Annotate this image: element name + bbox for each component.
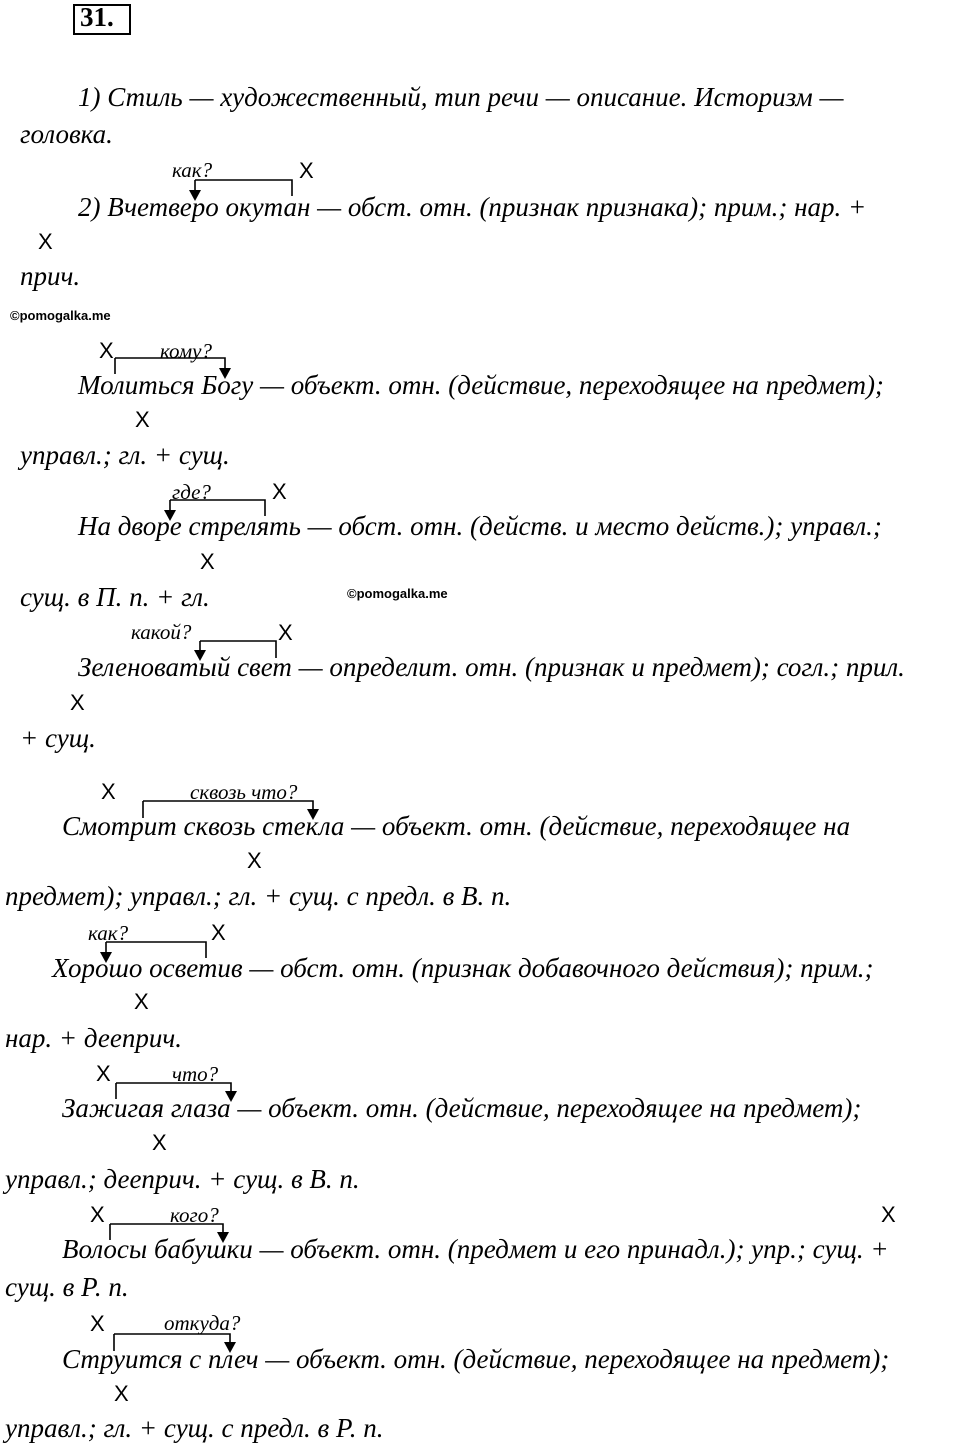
main-word-mark: X	[134, 989, 149, 1014]
main-word-mark: X	[299, 158, 314, 183]
main-word-mark: X	[96, 1061, 111, 1086]
question-q6: сквозь что?	[190, 780, 298, 804]
question-q10: откуда?	[164, 1311, 241, 1335]
watermark: ©pomogalka.me	[10, 308, 111, 323]
question-q9: кого?	[170, 1203, 219, 1227]
question-q4: где?	[172, 480, 211, 504]
main-word-mark: X	[211, 920, 226, 945]
line-7a: Хорошо осветив — обст. отн. (признак добавочного действия); прим.;	[52, 953, 874, 983]
line-5a: Зеленоватый свет — определит. отн. (признак и предмет); согл.; прил.	[78, 652, 905, 682]
main-word-mark: X	[135, 407, 150, 432]
line-9b: сущ. в Р. п.	[5, 1272, 129, 1302]
main-word-mark: X	[278, 620, 293, 645]
line-10a: Струится с плеч — объект. отн. (действие, переходящее на предмет);	[62, 1344, 890, 1374]
line-1b: головка.	[20, 119, 113, 149]
question-q7: как?	[88, 921, 129, 945]
line-3b: управл.; гл. + сущ.	[20, 440, 230, 470]
main-word-mark: X	[272, 479, 287, 504]
main-word-mark: X	[90, 1202, 105, 1227]
watermark: ©pomogalka.me	[347, 586, 448, 601]
line-8b: управл.; дееприч. + сущ. в В. п.	[5, 1164, 360, 1194]
line-2b: прич.	[20, 261, 81, 291]
line-7b: нар. + дееприч.	[5, 1023, 182, 1053]
main-word-mark: X	[70, 690, 85, 715]
line-4b: сущ. в П. п. + гл.	[20, 582, 210, 612]
line-9a: Волосы бабушки — объект. отн. (предмет и его принадл.); упр.; сущ. +	[62, 1234, 889, 1264]
line-10b: управл.; гл. + сущ. с предл. в Р. п.	[5, 1413, 384, 1443]
line-1a: 1) Стиль — художественный, тип речи — описание. Историзм —	[78, 82, 844, 112]
line-3a: Молиться Богу — объект. отн. (действие, переходящее на предмет);	[78, 370, 884, 400]
line-2a: 2) Вчетверо окутан — обст. отн. (признак признака); прим.; нар. +	[78, 192, 867, 222]
main-word-mark: X	[200, 549, 215, 574]
question-q5: какой?	[131, 620, 192, 644]
main-word-mark: X	[881, 1202, 896, 1227]
main-word-mark: X	[114, 1381, 129, 1406]
line-6b: предмет); управл.; гл. + сущ. с предл. в В. п.	[5, 881, 512, 911]
question-q8: что?	[172, 1062, 219, 1086]
question-q3: кому?	[160, 339, 212, 363]
task-number: 31.	[80, 2, 114, 32]
line-5b: + сущ.	[20, 723, 96, 753]
line-4a: На дворе стрелять — обст. отн. (действ. и место действ.); управл.;	[78, 511, 882, 541]
main-word-mark: X	[38, 229, 53, 254]
main-word-mark: X	[90, 1311, 105, 1336]
question-q2: как?	[172, 158, 213, 182]
main-word-mark: X	[99, 338, 114, 363]
main-word-mark: X	[101, 779, 116, 804]
main-word-mark: X	[152, 1130, 167, 1155]
main-word-mark: X	[247, 848, 262, 873]
line-8a: Зажигая глаза — объект. отн. (действие, переходящее на предмет);	[62, 1093, 862, 1123]
line-6a: Смотрит сквозь стекла — объект. отн. (действие, переходящее на	[62, 811, 851, 841]
